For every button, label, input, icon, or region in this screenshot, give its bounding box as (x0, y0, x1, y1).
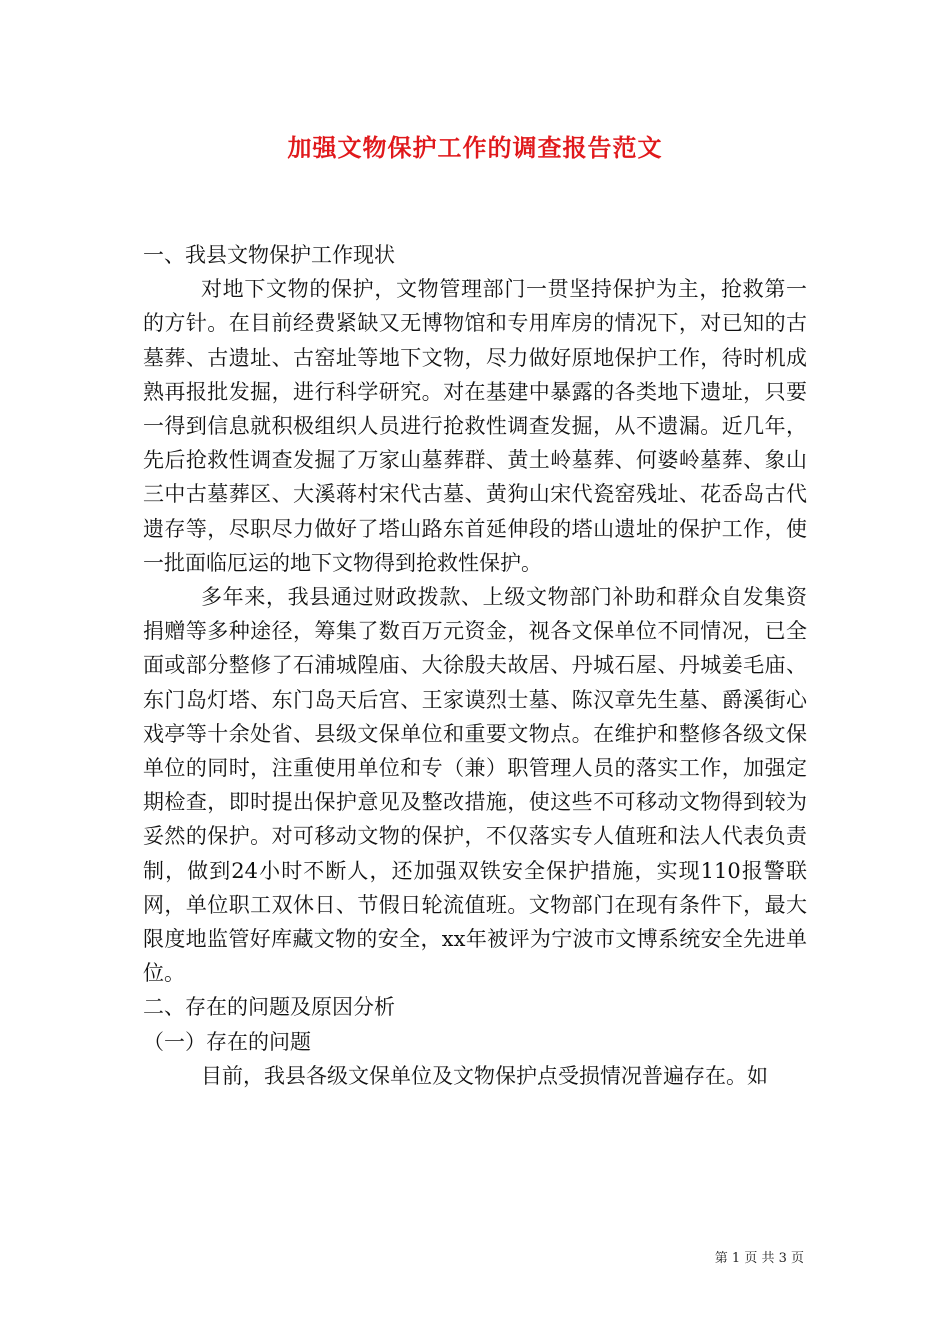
subsection-heading-1: （一）存在的问题 (143, 1029, 311, 1054)
paragraph-3: 目前，我县各级文保单位及文物保护点受损情况普遍存在。如 (201, 1063, 768, 1088)
section-heading-1: 一、我县文物保护工作现状 (143, 243, 395, 267)
document-title: 加强文物保护工作的调查报告范文 (287, 133, 663, 162)
page-number: 第 1 页 共 3 页 (714, 1251, 804, 1266)
paragraph-2: 多年来，我县通过财政拨款、上级文物部门补助和群众自发集资捐赠等多种途径，筹集了数百万元资金，视各文保单位不同情况，已全面或部分整修了石浦城隍庙、大徐殷夫故居、丹城石屋、丹城姜毛庙、东门岛灯塔、东门岛天后宫、王家谟烈士墓、陈汉章先生墓、爵溪街心戏亭等十余处省、县级文保单位和重要文物点。在维护和整修各级文保单位的同时，注重使用单位和专（兼）职管理人员的落实工作，加强定期检查，即时提出保护意见及整改措施，使这些不可移动文物得到较为妥然的保护。对可移动文物的保护，不仅落实专人值班和法人代表负责制，做到24小时不断人，还加强双铁安全保护措施，实现110报警联网，单位职工双休日、节假日轮流值班。文物部门在现有条件下，最大限度地监管好库藏文物的安全，xx年被评为宁波市文博系统安全先进单位。 (143, 585, 807, 986)
paragraph-1: 对地下文物的保护，文物管理部门一贯坚持保护为主，抢救第一的方针。在目前经费紧缺又无博物馆和专用库房的情况下，对已知的古墓葬、古遗址、古窑址等地下文物，尽力做好原地保护工作，待时机成熟再报批发掘，进行科学研究。对在基建中暴露的各类地下遗址，只要一得到信息就积极组织人员进行抢救性调查发掘，从不遗漏。近几年，先后抢救性调查发掘了万家山墓葬群、黄土岭墓葬、何婆岭墓葬、象山三中古墓葬区、大溪蒋村宋代古墓、黄狗山宋代瓷窑残址、花岙岛古代遗存等，尽职尽力做好了塔山路东首延伸段的塔山遗址的保护工作，使一批面临厄运的地下文物得到抢救性保护。 (143, 277, 807, 575)
document-body (143, 238, 807, 1093)
section-heading-2: 二、存在的问题及原因分析 (143, 995, 395, 1020)
